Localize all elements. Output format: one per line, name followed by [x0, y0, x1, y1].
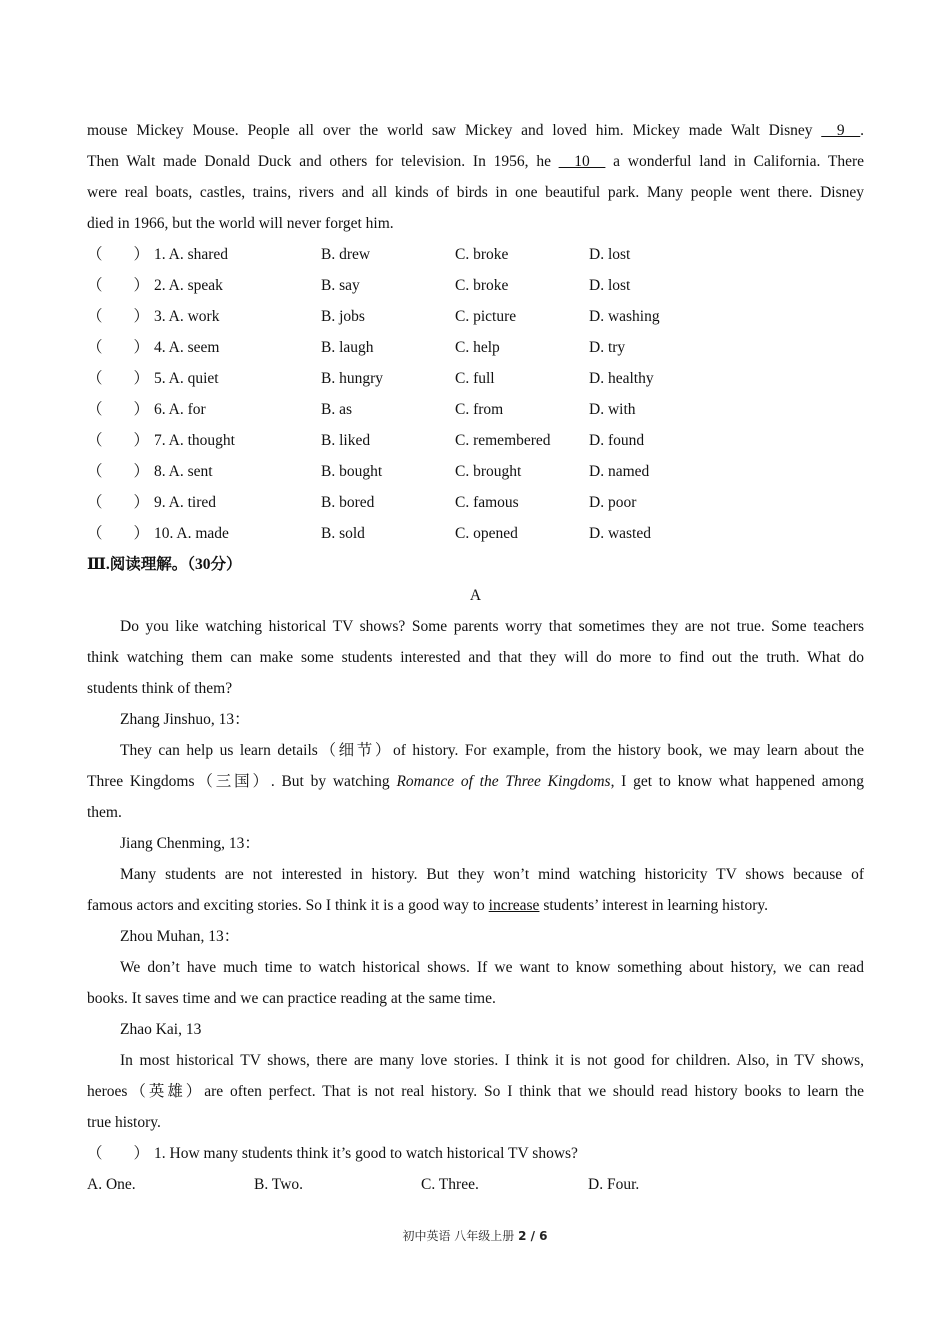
option-row [87, 487, 864, 518]
text-segment: Three Kingdoms（三国）. But by watching [87, 773, 397, 790]
option-row [87, 456, 864, 487]
option-d: D. healthy [589, 370, 654, 387]
option-c: C. broke [455, 246, 509, 263]
option-c: C. help [455, 339, 500, 356]
option-a: 9. A. tired [154, 494, 216, 511]
answer-parenthesis: （ ） [87, 308, 150, 325]
speaker-name: Zhao Kai, 13 [120, 1021, 202, 1038]
intro-line-3: students think of them? [87, 680, 233, 697]
passage-line-1 [87, 115, 864, 146]
page-number: 2 / 6 [518, 1229, 548, 1243]
text-segment: famous actors and exciting stories. So I think it is a good way to [87, 897, 489, 914]
option-d: D. wasted [589, 525, 651, 542]
option-b: B. sold [321, 525, 365, 542]
passage-line-3: were real boats, castles, trains, rivers and all kinds of birds in one beautiful park. Many people went there. Disney [87, 184, 864, 201]
section-title: Ⅲ.阅读理解。（30分） [87, 556, 242, 573]
option-c: C. famous [455, 494, 519, 511]
option-d: D. with [589, 401, 636, 418]
option-b: B. hungry [321, 370, 383, 387]
choice-d: D. Four. [588, 1176, 640, 1193]
answer-parenthesis: （ ） [87, 339, 150, 356]
answer-parenthesis: （ ） [87, 277, 150, 294]
option-c: C. brought [455, 463, 522, 480]
passage-label: A [469, 587, 482, 604]
option-b: B. as [321, 401, 352, 418]
blank-10: __10__ [558, 153, 606, 170]
option-b: B. laugh [321, 339, 374, 356]
option-a: 2. A. speak [154, 277, 223, 294]
text-segment: students’ interest in learning history. [539, 897, 769, 914]
option-a: 7. A. thought [154, 432, 235, 449]
option-d: D. poor [589, 494, 637, 511]
answer-parenthesis: （ ） [87, 463, 150, 480]
option-d: D. found [589, 432, 645, 449]
option-row [87, 363, 864, 394]
question-text: 1. How many students think it’s good to watch historical TV shows? [154, 1145, 578, 1162]
speaker-4-line-1: In most historical TV shows, there are many love stories. I think it is not good for children. Also, in TV shows, [120, 1052, 864, 1069]
choice-a: A. One. [87, 1176, 136, 1193]
choice-c: C. Three. [421, 1176, 479, 1193]
answer-parenthesis: （ ） [87, 246, 150, 263]
option-row [87, 270, 864, 301]
answer-parenthesis: （ ） [87, 525, 150, 542]
option-d: D. washing [589, 308, 660, 325]
speaker-name: Jiang Chenming, 13： [120, 835, 260, 852]
speaker-4-line-2: heroes（英雄）are often perfect. That is not real history. So I think that we should read history books to learn the [87, 1083, 864, 1100]
passage-line-4: died in 1966, but the world will never forget him. [87, 215, 394, 232]
option-b: B. drew [321, 246, 371, 263]
answer-choices [87, 1169, 864, 1200]
page-footer [0, 1227, 950, 1244]
option-a: 1. A. shared [154, 246, 229, 263]
option-d: D. named [589, 463, 650, 480]
option-d: D. lost [589, 277, 631, 294]
speaker-4-line-3: true history. [87, 1114, 161, 1131]
footer-label: 初中英语 八年级上册 [402, 1229, 519, 1243]
option-a: 4. A. seem [154, 339, 220, 356]
speaker-3-line-1: We don’t have much time to watch historical shows. If we want to know something about history, we can read [120, 959, 864, 976]
option-d: D. lost [589, 246, 631, 263]
option-b: B. bored [321, 494, 375, 511]
answer-parenthesis: （ ） [87, 401, 150, 418]
intro-line-2: think watching them can make some students interested and that they will do more to find out the truth. What do [87, 649, 864, 666]
answer-parenthesis: （ ） [87, 1145, 150, 1162]
speaker-2-line-1: Many students are not interested in history. But they won’t mind watching historicity TV shows because of [120, 866, 864, 883]
option-b: B. say [321, 277, 360, 294]
option-row [87, 425, 864, 456]
question-row [87, 1138, 864, 1169]
blank-9: __9__ [821, 122, 861, 139]
text-segment: . [860, 122, 864, 139]
text-segment: mouse Mickey Mouse. People all over the world saw Mickey and loved him. Mickey made Walt Disney [87, 122, 822, 139]
option-row [87, 394, 864, 425]
intro-line-1: Do you like watching historical TV shows? Some parents worry that sometimes they are not true. Some teachers [120, 618, 864, 635]
book-title: Romance of the Three Kingdoms [396, 773, 611, 790]
answer-parenthesis: （ ） [87, 494, 150, 511]
option-b: B. jobs [321, 308, 365, 325]
option-c: C. picture [455, 308, 517, 325]
answer-parenthesis: （ ） [87, 370, 150, 387]
text-segment: , I get to know what happened among [610, 773, 864, 790]
passage-line-2 [87, 146, 864, 177]
speaker-1-line-3: them. [87, 804, 122, 821]
option-a: 10. A. made [154, 525, 229, 542]
text-segment: a wonderful land in California. There [605, 153, 864, 170]
speaker-1-line-1: They can help us learn details（细节）of history. For example, from the history book, we may learn about the [120, 742, 864, 759]
underlined-word: increase [488, 897, 540, 914]
answer-parenthesis: （ ） [87, 432, 150, 449]
option-a: 8. A. sent [154, 463, 213, 480]
option-c: C. from [455, 401, 504, 418]
option-c: C. broke [455, 277, 509, 294]
option-b: B. bought [321, 463, 383, 480]
choice-b: B. Two. [254, 1176, 304, 1193]
text-segment: Then Walt made Donald Duck and others for television. In 1956, he [87, 153, 559, 170]
option-c: C. opened [455, 525, 518, 542]
option-c: C. remembered [455, 432, 551, 449]
option-a: 6. A. for [154, 401, 206, 418]
option-row [87, 239, 864, 270]
option-row [87, 518, 864, 549]
option-row [87, 301, 864, 332]
option-a: 5. A. quiet [154, 370, 219, 387]
speaker-name: Zhang Jinshuo, 13： [120, 711, 250, 728]
option-d: D. try [589, 339, 626, 356]
speaker-2-line-2 [87, 890, 864, 921]
document-page [87, 115, 864, 1200]
cloze-options-list [87, 239, 864, 549]
option-b: B. liked [321, 432, 371, 449]
speaker-1-line-2 [87, 766, 864, 797]
option-row [87, 332, 864, 363]
option-c: C. full [455, 370, 495, 387]
speaker-name: Zhou Muhan, 13： [120, 928, 240, 945]
speaker-3-line-2: books. It saves time and we can practice reading at the same time. [87, 990, 496, 1007]
option-a: 3. A. work [154, 308, 220, 325]
